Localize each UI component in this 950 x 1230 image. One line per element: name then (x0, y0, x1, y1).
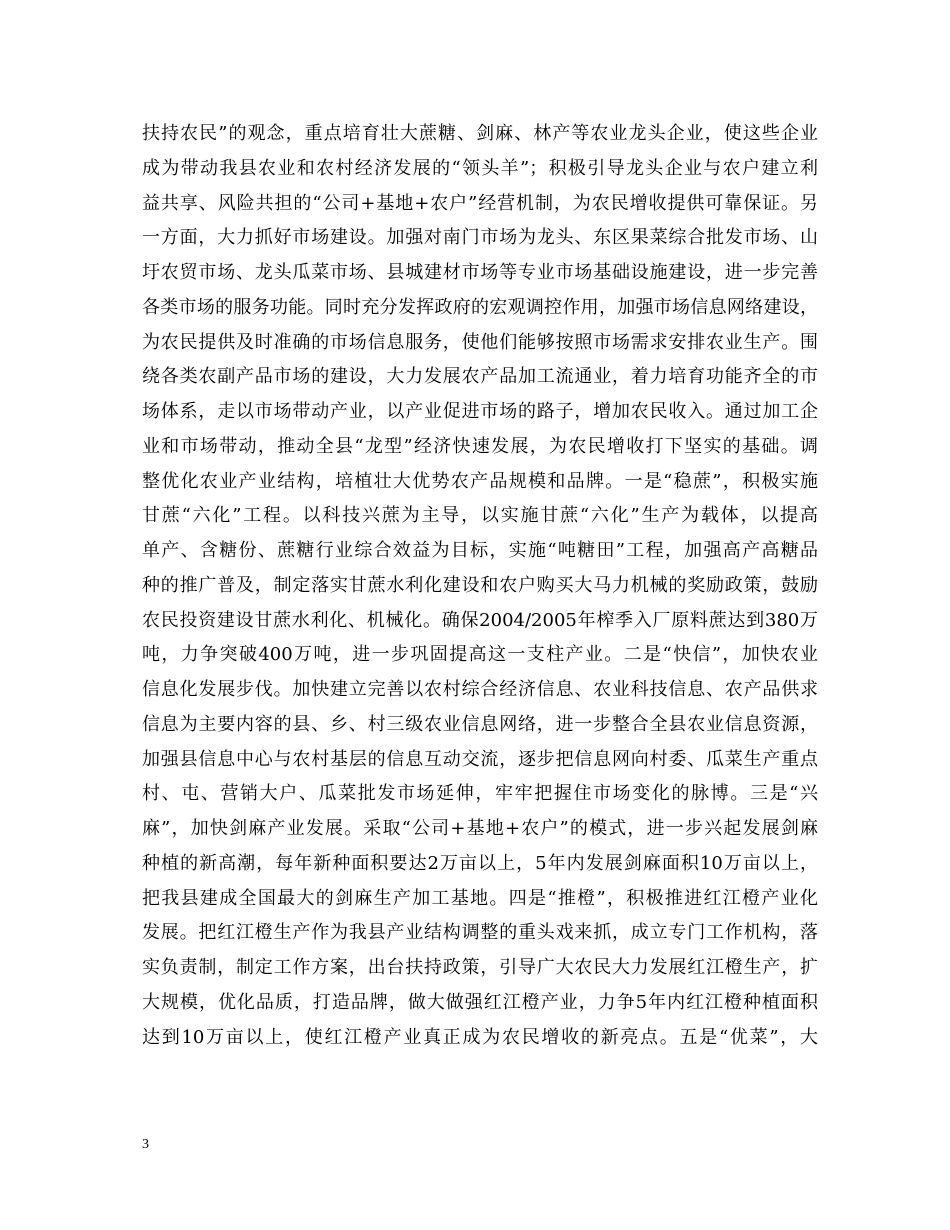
text-line: 成为带动我县农业和农村经济发展的“领头羊”；积极引导龙头企业与农户建立利 (142, 157, 818, 179)
text-line: 圩农贸市场、龙头瓜菜市场、县城建材市场等专业市场基础设施建设，进一步完善 (142, 262, 818, 283)
text-line: 一方面，大力抓好市场建设。加强对南门市场为龙头、东区果菜综合批发市场、山 (142, 227, 818, 249)
text-line: 信息化发展步伐。加快建立完善以农村综合经济信息、农业科技信息、农产品供求 (142, 679, 818, 700)
text-line: 加强县信息中心与农村基层的信息互动交流，逐步把信息网向村委、瓜菜生产重点 (142, 748, 818, 770)
text-line: 各类市场的服务功能。同时充分发挥政府的宏观调控作用，加强市场信息网络建设， (142, 296, 818, 318)
text-line: 种植的新高潮，每年新种面积要达2万亩以上，5年内发展剑麻面积10万亩以上， (142, 852, 818, 874)
text-line: 村、屯、营销大户、瓜菜批发市场延伸，牢牢把握住市场变化的脉博。三是“兴 (142, 783, 818, 805)
text-line: 把我县建成全国最大的剑麻生产加工基地。四是“推橙”，积极推进红江橙产业化 (142, 887, 818, 909)
text-line: 大规模，优化品质，打造品牌，做大做强红江橙产业，力争5年内红江橙种植面积 (142, 991, 818, 1013)
body-paragraph (142, 117, 818, 1055)
text-line: 麻”，加快剑麻产业发展。采取“公司+基地+农户”的模式，进一步兴起发展剑麻 (142, 818, 818, 839)
text-line: 绕各类农副产品市场的建设，大力发展农产品加工流通业，着力培育功能齐全的市 (142, 366, 818, 388)
text-line: 益共享、风险共担的“公司+基地+农户”经营机制，为农民增收提供可靠保证。另 (142, 192, 818, 214)
text-line: 信息为主要内容的县、乡、村三级农业信息网络，进一步整合全县农业信息资源， (142, 713, 818, 735)
text-line: 发展。把红江橙生产作为我县产业结构调整的重头戏来抓，成立专门工作机构，落 (142, 922, 818, 944)
text-line: 为农民提供及时准确的市场信息服务，使他们能够按照市场需求安排农业生产。围 (142, 331, 818, 353)
text-line: 实负责制，制定工作方案，出台扶持政策，引导广大农民大力发展红江橙生产，扩 (142, 957, 818, 978)
text-line: 甘蔗“六化”工程。以科技兴蔗为主导，以实施甘蔗“六化”生产为载体，以提高 (142, 505, 818, 527)
text-line: 达到10万亩以上，使红江橙产业真正成为农民增收的新亮点。五是“优菜”，大 (142, 1026, 818, 1048)
text-line: 扶持农民”的观念，重点培育壮大蔗糖、剑麻、林产等农业龙头企业，使这些企业 (142, 123, 818, 144)
page-number: 3 (142, 1137, 149, 1152)
text-line: 整优化农业产业结构，培植壮大优势农产品规模和品牌。一是“稳蔗”，积极实施 (142, 470, 818, 492)
text-line: 吨，力争突破400万吨，进一步巩固提高这一支柱产业。二是“快信”，加快农业 (142, 644, 818, 666)
text-line: 种的推广普及，制定落实甘蔗水利化建设和农户购买大马力机械的奖励政策，鼓励 (142, 574, 818, 596)
text-line: 业和市场带动，推动全县“龙型”经济快速发展，为农民增收打下坚实的基础。调 (142, 435, 818, 457)
text-line: 场体系，走以市场带动产业，以产业促进市场的路子，增加农民收入。通过加工企 (142, 401, 818, 422)
text-line: 农民投资建设甘蔗水利化、机械化。确保2004/2005年榨季入厂原料蔗达到380万 (142, 609, 818, 631)
text-line: 单产、含糖份、蔗糖行业综合效益为目标，实施“吨糖田”工程，加强高产高糖品 (142, 540, 818, 561)
